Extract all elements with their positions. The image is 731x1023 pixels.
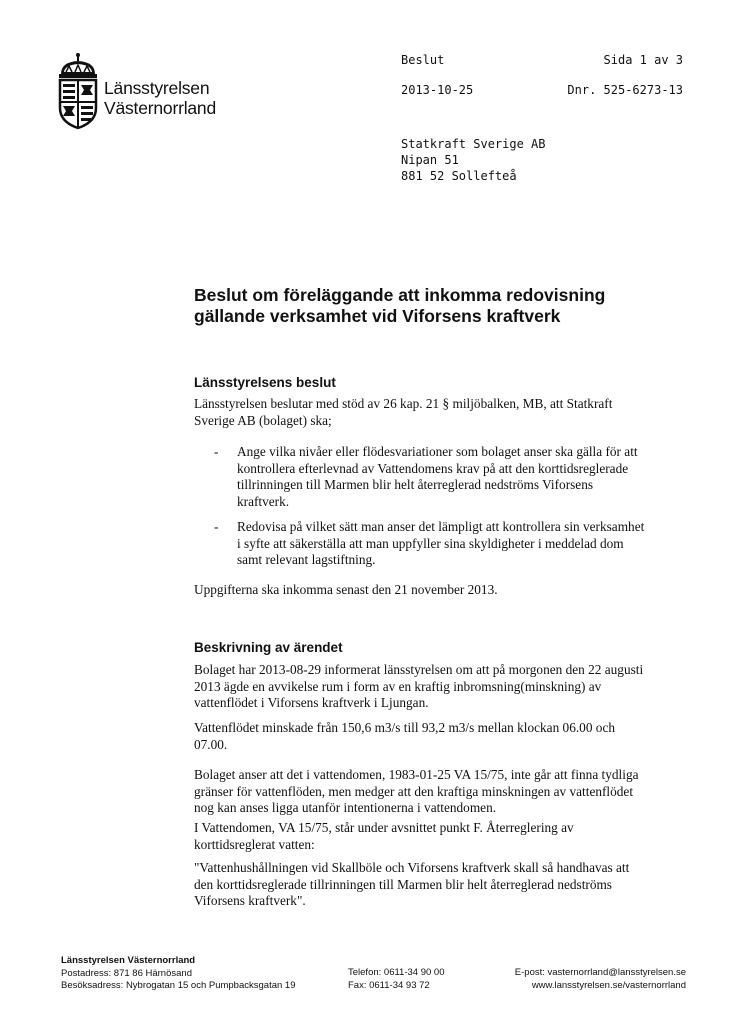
coat-of-arms-icon	[55, 52, 101, 132]
footer-email: E-post: vasternorrland@lansstyrelsen.se	[514, 967, 686, 978]
org-name-line1: Länsstyrelsen	[104, 78, 210, 98]
text-line: Bolaget anser att det i vattendomen, 1983-01-25 VA 15/75, inte går att finna tydliga	[194, 767, 639, 782]
recipient-address	[401, 136, 546, 184]
text-line: Bolaget har 2013-08-29 informerat länsstyrelsen om att på morgonen den 22 augusti	[194, 662, 644, 677]
text-line: kraftverk.	[237, 493, 290, 509]
footer-fax: Fax: 0611-34 93 72	[348, 979, 430, 991]
footer-postal-address: Postadress: 871 86 Härnösand	[61, 967, 192, 979]
footer-visit-address: Besöksadress: Nybrogatan 15 och Pumpbacksgatan 19	[61, 980, 296, 991]
footer-right	[515, 967, 686, 992]
text-line: 2013 ägde en avvikelse rum i form av en kraftig inbromsning(minskning) av	[194, 678, 602, 694]
text-line: I Vattendomen, VA 15/75, står under avsnittet punkt F. Återreglering av	[194, 820, 574, 835]
text-line: Redovisa på vilket sätt man anser det lämpligt att kontrollera sin verksamhet	[237, 519, 645, 534]
deadline-text: Uppgifterna ska inkomma senast den 21 november 2013.	[194, 582, 498, 597]
doc-date: 2013-10-25	[401, 83, 474, 97]
text-line: kontrollera efterlevnad av Vattendomens krav på att den korttidsreglerade	[237, 460, 629, 476]
text-line: i syfte att säkerställa att man uppfyller sina skyldigheter i meddelad dom	[237, 535, 624, 551]
text-line: Sverige AB (bolaget) ska;	[194, 412, 332, 428]
description-paragraph-2	[194, 720, 664, 753]
text-line: nog kan anses ligga utanför intentionerna i vattendomen.	[194, 800, 497, 815]
text-line: gränser för vattenflöden, men medger att den kraftiga minskningen av vattenflödet	[194, 783, 634, 799]
text-line: "Vattenhushållningen vid Skallböle och Viforsens kraftverk skall så handhavas att	[194, 860, 630, 875]
text-line: korttidsreglerat vatten:	[194, 836, 315, 852]
bullet-dash: -	[214, 519, 219, 534]
text-line: 07.00.	[194, 736, 228, 752]
footer-left	[61, 955, 295, 993]
description-paragraph-1	[194, 662, 664, 712]
diary-number: Dnr. 525-6273-13	[567, 83, 683, 97]
description-paragraph-4	[194, 820, 664, 853]
text-line: tillrinningen till Marmen blir helt återreglerad nedströms Viforsens	[237, 477, 594, 492]
section-heading-description: Beskrivning av ärendet	[194, 640, 343, 655]
footer-website: www.lansstyrelsen.se/vasternorrland	[531, 979, 686, 991]
text-line: vattenflödet i Viforsens kraftverk i Ljungan.	[194, 695, 429, 710]
text-line: Länsstyrelsen beslutar med stöd av 26 kap. 21 § miljöbalken, MB, att Statkraft	[194, 396, 613, 411]
section-heading-decision: Länsstyrelsens beslut	[194, 375, 336, 390]
bullet-dash: -	[214, 444, 219, 459]
text-line: Vattenflödet minskade från 150,6 m3/s till 93,2 m3/s mellan klockan 06.00 och	[194, 720, 615, 735]
footer-org-name: Länsstyrelsen Västernorrland	[61, 955, 196, 966]
recipient-postal: 881 52 Sollefteå	[401, 169, 517, 183]
footer-phone: Telefon: 0611-34 90 00	[348, 967, 445, 978]
text-line: Viforsens kraftverk".	[194, 893, 306, 908]
recipient-name: Statkraft Sverige AB	[401, 137, 546, 151]
org-name-line2: Västernorrland	[104, 98, 216, 118]
text-line: den korttidsreglerade tillrinningen till Marmen blir helt återreglerad nedströms	[194, 876, 612, 892]
document-title	[194, 285, 664, 327]
doc-type: Beslut	[401, 53, 445, 67]
text-line: Ange vilka nivåer eller flödesvariationer som bolaget anser ska gälla för att	[237, 444, 638, 459]
decision-intro	[194, 396, 664, 429]
description-paragraph-3	[194, 767, 664, 817]
description-quote	[194, 860, 664, 910]
org-logo	[55, 52, 235, 132]
title-line1: Beslut om föreläggande att inkomma redovisning	[194, 285, 606, 305]
footer-middle	[348, 967, 444, 992]
org-name	[104, 78, 216, 118]
page-number: Sida 1 av 3	[603, 53, 683, 67]
title-line2: gällande verksamhet vid Viforsens kraftverk	[194, 306, 561, 326]
text-line: samt relevant lagstiftning.	[237, 552, 376, 567]
recipient-street: Nipan 51	[401, 153, 459, 167]
